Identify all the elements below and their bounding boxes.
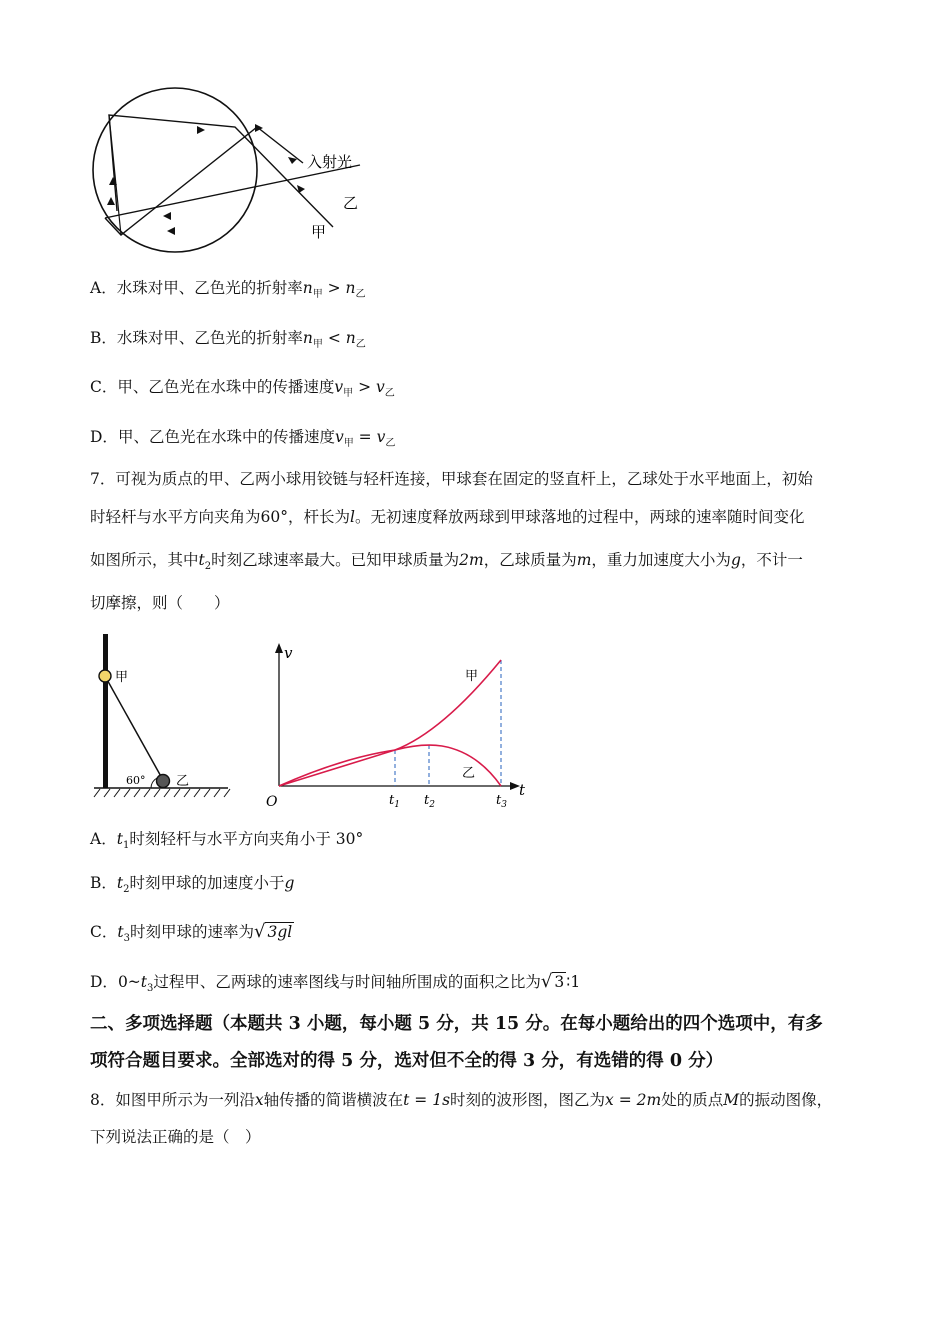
incident-ray — [105, 165, 360, 218]
q7-line1: 7．可视为质点的甲、乙两小球用铰链与轻杆连接，甲球套在固定的竖直杆上，乙球处于水平地面上，初始 — [90, 470, 813, 488]
label-yi: 乙 — [176, 774, 190, 789]
label-angle: 60° — [126, 774, 146, 787]
axis-t-label: t — [519, 781, 526, 799]
curve-label-jia: 甲 — [465, 669, 479, 684]
q8-line2: 下列说法正确的是（ ） — [90, 1128, 261, 1146]
label-jia: 甲 — [311, 223, 327, 241]
curve-label-yi: 乙 — [462, 766, 476, 781]
q7-option-d: D．$0\sim t_3$过程甲、乙两球的速率图线与时间轴所围成的面积之比为√ 3 ∶1 — [90, 971, 581, 995]
q7-option-c: C．$t_3$时刻甲球的速率为√ 3gl — [90, 921, 293, 945]
q6-option-d: D．甲、乙色光在水珠中的传播速度$v_甲 = v_乙$ — [90, 428, 396, 450]
label-jia: 甲 — [115, 670, 129, 685]
figure-droplet — [85, 85, 375, 260]
q8-line1: 8．如图甲所示为一列沿x轴传播的简谐横波在t = 1s时刻的波形图，图乙为x = 2m处的质点M的振动图像， — [90, 1091, 833, 1109]
q6-option-b: B．水珠对甲、乙色光的折射率$n_甲 < n_乙$ — [90, 329, 366, 351]
section-2-line2: 项符合题目要求。全部选对的得 5 分，选对但不全的得 3 分，有选错的得 0 分） — [90, 1051, 724, 1071]
axis-v-label: v — [284, 644, 293, 662]
q7-option-a: A．$t_1$时刻轻杆与水平方向夹角小于 30° — [90, 830, 364, 852]
label-yi: 乙 — [343, 194, 359, 212]
ray-yi — [105, 127, 303, 235]
q7-line3: 如图所示，其中$t_2$时刻乙球速率最大。已知甲球质量为2m，乙球质量为m，重力加速度大小为g，不计一 — [90, 551, 803, 573]
q7-line2: 时轻杆与水平方向夹角为60°，杆长为l。无初速度释放两球到甲球落地的过程中，两球的速率随时间变化 — [90, 508, 805, 526]
light-rod — [105, 676, 163, 780]
q7-line4: 切摩擦，则（ ） — [90, 594, 230, 612]
section-2-line1: 二、多项选择题（本题共 3 小题，每小题 5 分，共 15 分。在每小题给出的四个选项中，有多 — [90, 1014, 823, 1034]
q7-option-b: B．$t_2$时刻甲球的加速度小于g — [90, 874, 295, 896]
figure-rod — [88, 628, 238, 803]
tick-t3: $t_3$ — [496, 793, 507, 810]
q6-option-c: C．甲、乙色光在水珠中的传播速度$v_甲 > v_乙$ — [90, 378, 395, 400]
vertical-pole — [103, 634, 108, 788]
ball-jia — [99, 670, 111, 682]
origin-label: O — [266, 794, 278, 810]
tick-t1: $t_1$ — [389, 793, 400, 810]
ball-yi — [157, 775, 170, 788]
figure-vt-graph — [262, 640, 537, 812]
tick-t2: $t_2$ — [424, 793, 435, 810]
q6-option-a: A．水珠对甲、乙色光的折射率$n_甲 > n_乙$ — [90, 279, 366, 301]
label-incident: 入射光 — [307, 153, 353, 171]
